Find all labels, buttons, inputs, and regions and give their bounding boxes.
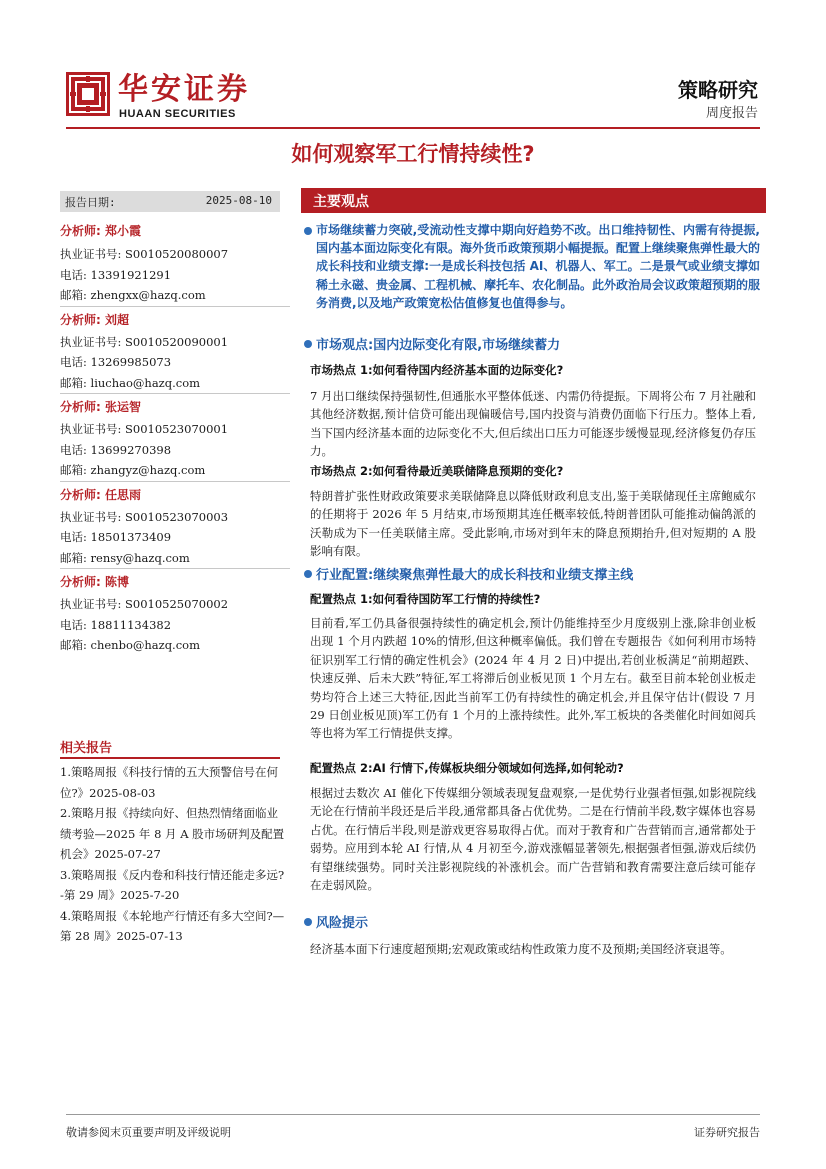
related-report-item[interactable]: 1.策略周报《科技行情的五大预警信号在何位?》2025-08-03 xyxy=(60,765,278,800)
report-subtype: 周度报告 xyxy=(705,106,758,121)
bullet-dot-icon xyxy=(304,918,312,926)
footer-report-label: 证券研究报告 xyxy=(694,1126,760,1139)
report-type: 策略研究 xyxy=(678,78,758,102)
huaan-logo-icon xyxy=(66,72,110,116)
analyst-name: 分析师: 郑小霞 xyxy=(60,224,141,238)
summary-paragraph: 市场继续蓄力突破,受流动性支撑中期向好趋势不改。出口维持韧性、内需有待提振,国内基本面边际变化有限。海外货币政策预期小幅提振。配置上继续聚焦弹性最大的成长科技和业绩支撑:一是成长科技包括 AI、机器人、军工。二是景气或业绩支撑如稀土永磁、贵金属、工程机械、摩托车、农化制品。此外政治局会议政策超预期的服务消费,以及地产政策宽松估值修复也值得参与。 xyxy=(316,223,761,310)
analyst-name: 分析师: 陈博 xyxy=(60,568,290,594)
analyst-phone: 电话: 13269985073 xyxy=(60,355,172,369)
analyst-name: 分析师: 张运智 xyxy=(60,393,290,419)
logo-english-name: HUAAN SECURITIES xyxy=(119,108,236,120)
analyst-email[interactable]: 邮箱: zhangyz@hazq.com xyxy=(60,463,206,477)
analyst-name: 分析师: 刘超 xyxy=(60,306,290,332)
section-header-main-views xyxy=(301,188,766,213)
analyst-cert: 执业证书号: S0010525070002 xyxy=(60,597,229,611)
industry-allocation-heading: 行业配置:继续聚焦弹性最大的成长科技和业绩支撑主线 xyxy=(316,568,634,583)
analyst-phone: 电话: 18501373409 xyxy=(60,530,172,544)
industry-hot1-body: 目前看,军工仍具备很强持续性的确定机会,预计仍能维持至少月度级别上涨,除非创业板出现 1 个月内跌超 10%的情形,但这种概率偏低。我们曾在专题报告《如何利用市场特征识别军工行情的确定性机会》(2024 年 4 月 2 日)中提出,若创业板满足“前期超跌、快速反弹、后未大跌”特征,军工将滞后创业板见顶 1 个月左右。截至目前本轮创业板走势均符合上述三大特征,因此当前军工仍有持续性的确定机会,并且保守估计(假设 7 月 29 日创业板见顶)军工仍有 1 个月的上涨持续性。此外,军工板块的各类催化时间如阅兵等也将为军工行情提供支撑。 xyxy=(310,616,756,741)
related-report-item[interactable]: 2.策略月报《持续向好、但热烈情绪面临业绩考验—2025 年 8 月 A 股市场研判及配置机会》2025-07-27 xyxy=(60,806,285,861)
analyst-phone: 电话: 13391921291 xyxy=(60,267,172,282)
risk-body: 经济基本面下行速度超预期;宏观政策或结构性政策力度不及预期;美国经济衰退等。 xyxy=(310,942,732,956)
related-reports-title: 相关报告 xyxy=(60,737,280,759)
analyst-cert: 执业证书号: S0010520080007 xyxy=(60,247,229,261)
bullet-dot-icon xyxy=(304,227,312,235)
related-reports-list xyxy=(60,762,288,947)
market-hot2-body: 特朗普扩张性财政政策要求美联储降息以降低财政利息支出,鉴于美联储现任主席鲍威尔的任期将于 2026 年 5 月结束,市场预期其连任概率较低,特朗普团队可能推动偏鸽派的沃勒成为下一任美联储主席。受此影响,市场对到年末的降息预期抬升,但对短期的 A 股影响有限。 xyxy=(310,489,756,559)
analyst-phone: 电话: 18811134382 xyxy=(60,617,172,632)
analyst-email[interactable]: 邮箱: zhengxx@hazq.com xyxy=(60,288,206,302)
related-report-item[interactable]: 4.策略周报《本轮地产行情还有多大空间?—第 28 周》2025-07-13 xyxy=(60,908,285,943)
industry-hot2-body: 根据过去数次 AI 催化下传媒细分领域表现复盘观察,一是优势行业强者恒强,如影视院线无论在行情前半段还是后半段,通常都具备占优优势。二是在行情前半段,数字媒体也容易占优。在行情后半段,则是游戏更容易取得占优。而对于教育和广告营销而言,通常都处于弱势。应用到本轮 AI 行情,从 4 月初至今,游戏涨幅显著领先,根据强者恒强,游戏后续仍有望继续强势。同时关注影视院线的补涨机会。而广告营销和教育需要注意后续可能存在走弱风险。 xyxy=(310,786,756,893)
market-hot1-heading: 市场热点 1:如何看待国内经济基本面的边际变化? xyxy=(310,363,564,377)
industry-hot1-heading: 配置热点 1:如何看待国防军工行情的持续性? xyxy=(310,592,541,606)
report-date-bar xyxy=(60,191,280,212)
logo-chinese-name: 华安证券 xyxy=(118,72,250,107)
bullet-dot-icon xyxy=(304,570,312,578)
section-title: 主要观点 xyxy=(313,194,369,210)
analyst-cert: 执业证书号: S0010523070001 xyxy=(60,422,229,436)
analyst-email[interactable]: 邮箱: liuchao@hazq.com xyxy=(60,375,201,390)
analyst-email[interactable]: 邮箱: chenbo@hazq.com xyxy=(60,638,200,652)
analyst-email[interactable]: 邮箱: rensy@hazq.com xyxy=(60,550,190,565)
report-date-label: 报告日期: xyxy=(65,196,116,209)
analyst-list xyxy=(60,218,290,656)
market-hot2-heading: 市场热点 2:如何看待最近美联储降息预期的变化? xyxy=(310,464,564,478)
bullet-dot-icon xyxy=(304,340,312,348)
header-divider xyxy=(66,127,760,129)
related-report-item[interactable]: 3.策略周报《反内卷和科技行情还能走多远?-第 29 周》2025-7-20 xyxy=(60,867,285,902)
market-hot1-body: 7 月出口继续保持强韧性,但通胀水平整体低迷、内需仍待提振。下周将公布 7 月社融和其他经济数据,预计信贷可能出现偏暖信号,国内投资与消费仍面临下行压力。整体上看,当下国内经济基本面的边际变化不大,但后续出口压力可能逐步缓慢显现,经济修复仍存压力。 xyxy=(310,389,756,459)
market-view-heading: 市场观点:国内边际变化有限,市场继续蓄力 xyxy=(316,338,561,353)
analyst-cert: 执业证书号: S0010523070003 xyxy=(60,509,229,524)
analyst-name: 分析师: 任思雨 xyxy=(60,481,290,507)
risk-heading: 风险提示 xyxy=(316,916,369,931)
footer-divider xyxy=(66,1114,760,1115)
analyst-phone: 电话: 13699270398 xyxy=(60,442,172,457)
page-title: 如何观察军工行情持续性? xyxy=(291,142,535,166)
report-date-value: 2025-08-10 xyxy=(205,194,272,207)
footer-disclaimer: 敬请参阅末页重要声明及评级说明 xyxy=(66,1126,231,1139)
analyst-cert: 执业证书号: S0010520090001 xyxy=(60,334,229,349)
industry-hot2-heading: 配置热点 2:AI 行情下,传媒板块细分领域如何选择,如何轮动? xyxy=(310,761,624,775)
